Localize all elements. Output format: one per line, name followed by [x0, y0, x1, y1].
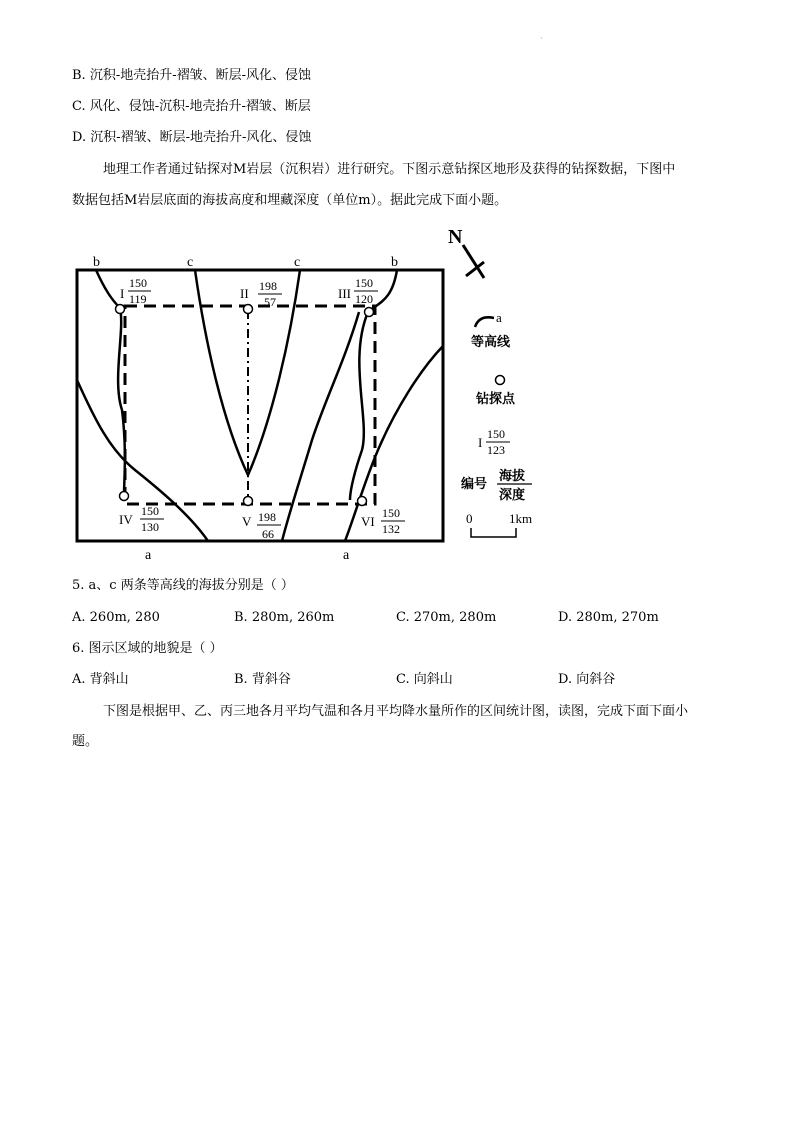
q5-option-a: A. 260m, 280 — [72, 610, 160, 625]
survey-dashed-boundary — [125, 306, 375, 504]
drilling-map-figure — [60, 220, 560, 565]
q5-option-d: D. 280m, 270m — [558, 610, 659, 625]
legend-drill-label: 钻探点 — [476, 392, 516, 407]
legend-contour-icon — [475, 317, 494, 327]
legend-key-depth: 深度 — [499, 488, 526, 503]
legend-contour-letter: a — [496, 310, 502, 325]
point-VI-id: VI — [361, 514, 375, 529]
legend-example-id: I — [478, 435, 483, 450]
point-I-id: I — [120, 286, 125, 301]
page-dot: · — [540, 34, 543, 43]
point-V-id: V — [242, 514, 252, 529]
drill-point-I — [116, 305, 125, 314]
point-VI-depth: 132 — [382, 522, 400, 536]
point-II-alt: 198 — [259, 279, 277, 293]
q6-option-c: C. 向斜山 — [396, 672, 453, 687]
q6-stem: 6. 图示区域的地貌是（ ） — [72, 641, 223, 656]
option-b-prev: B. 沉积-地壳抬升-褶皱、断层-风化、侵蚀 — [72, 68, 311, 83]
map-frame — [77, 270, 443, 541]
drill-point-II — [244, 305, 253, 314]
q6-option-d: D. 向斜谷 — [558, 672, 616, 687]
contour-a-mid — [282, 312, 359, 541]
scale-bar — [471, 528, 516, 537]
point-V-alt: 198 — [258, 510, 276, 524]
point-I-depth: 119 — [129, 292, 147, 306]
q5-option-c: C. 270m, 280m — [396, 610, 497, 625]
point-VI-alt: 150 — [382, 506, 400, 520]
legend-drill-icon — [496, 376, 505, 385]
legend-contour-label: 等高线 — [471, 335, 511, 350]
point-III-depth: 120 — [355, 292, 373, 306]
q5-option-b: B. 280m, 260m — [234, 610, 335, 625]
label-a-left: a — [145, 548, 152, 563]
q6-options — [0, 671, 794, 689]
q5-stem: 5. a、c 两条等高线的海拔分别是（ ） — [72, 578, 294, 593]
legend-example-alt: 150 — [487, 427, 505, 441]
point-II-id: II — [240, 286, 249, 301]
q5-options — [0, 609, 794, 627]
label-b-left: b — [93, 255, 100, 270]
drill-point-IV — [120, 492, 129, 501]
north-arrow-icon — [448, 226, 484, 278]
drill-point-III — [365, 308, 374, 317]
point-III-alt: 150 — [355, 276, 373, 290]
label-b-right: b — [391, 255, 398, 270]
point-IV-alt: 150 — [141, 504, 159, 518]
legend-key-alt: 海拔 — [499, 469, 526, 484]
point-I-alt: 150 — [129, 276, 147, 290]
q6-option-b: B. 背斜谷 — [234, 672, 291, 687]
option-c-prev: C. 风化、侵蚀-沉积-地壳抬升-褶皱、断层 — [72, 99, 311, 114]
legend-example-depth: 123 — [487, 443, 505, 457]
outro-paragraph: 下图是根据甲、乙、丙三地各月平均气温和各月平均降水量所作的区间统计图，读图，完成下面下面小题。 — [72, 704, 689, 749]
point-V-depth: 66 — [262, 527, 274, 541]
point-IV-depth: 130 — [141, 520, 159, 534]
label-a-right: a — [343, 548, 350, 563]
label-c-right: c — [294, 255, 301, 270]
point-IV-id: IV — [119, 512, 133, 527]
svg-text:N: N — [448, 226, 463, 248]
drill-point-VI — [358, 497, 367, 506]
contour-b-left — [96, 270, 125, 495]
drill-point-V — [244, 497, 253, 506]
label-c-left: c — [187, 255, 194, 270]
legend-key-prefix: 编号 — [461, 477, 488, 492]
point-III-id: III — [338, 286, 351, 301]
option-d-prev: D. 沉积-褶皱、断层-地壳抬升-风化、侵蚀 — [72, 130, 312, 145]
point-II-depth: 57 — [264, 295, 276, 309]
intro-line-2: 数据包括M岩层底面的海拔高度和埋藏深度（单位m）。据此完成下面小题。 — [72, 193, 508, 208]
q6-option-a: A. 背斜山 — [72, 672, 129, 687]
scale-zero: 0 — [466, 511, 473, 526]
intro-line-1: 地理工作者通过钻探对M岩层（沉积岩）进行研究。下图示意钻探区地形及获得的钻探数据，下图中 — [103, 162, 676, 177]
scale-km: 1km — [509, 511, 533, 526]
